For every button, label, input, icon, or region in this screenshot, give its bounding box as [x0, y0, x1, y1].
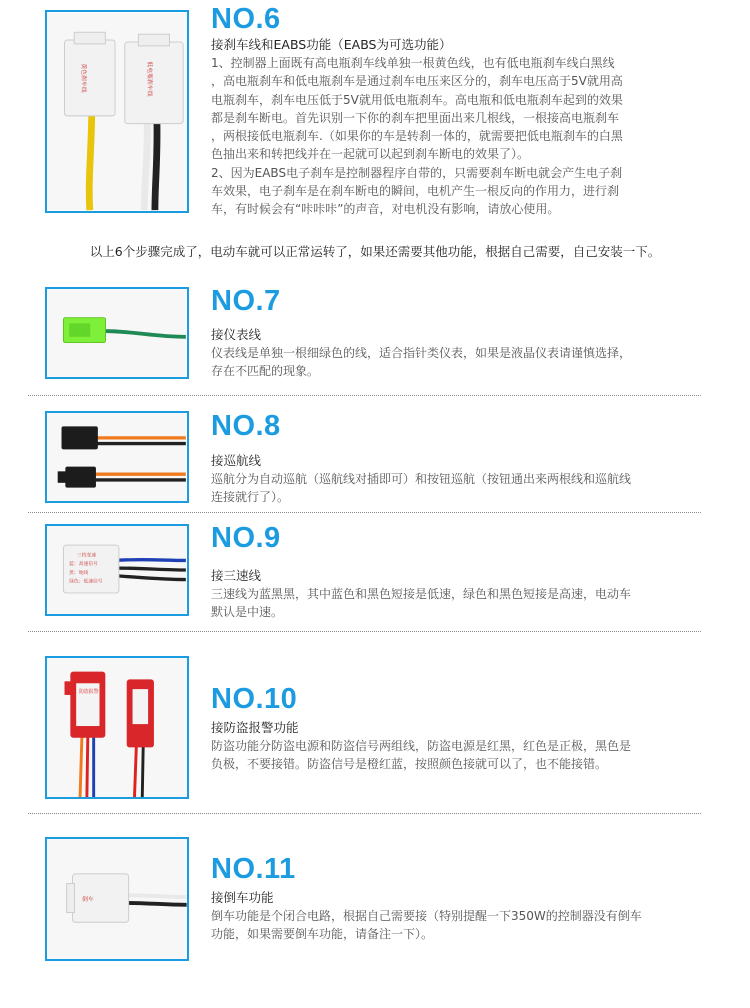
text-line: ，两根接低电瓶刹车.（如果你的车是转刹一体的，就需要把低电瓶刹车的白黑 — [211, 129, 623, 144]
text-line: 防盗功能分防盗电源和防盗信号两组线，防盗电源是红黑，红色是正极，黑色是 — [211, 739, 632, 753]
photo-three-speed-wires — [45, 524, 189, 616]
divider — [28, 395, 701, 396]
summary-text: 以上6个步骤完成了，电动车就可以正常运转了，如果还需要其他功能，根据自己需要，自己安装一下。 — [89, 244, 661, 259]
photo-cruise-wires — [45, 411, 189, 503]
step-title: 接三速线 — [211, 568, 262, 583]
connector-label: 黑：地线 — [69, 570, 89, 576]
step-number: NO.10 — [211, 683, 298, 715]
text-line: 1、控制器上面既有高电瓶刹车线单独一根黄色线，也有低电瓶刹车线白黑线 — [211, 56, 615, 70]
connector-label: 防盗报警 — [79, 688, 99, 695]
connector-label: 低电瓶刹车线 — [146, 61, 153, 97]
text-line: 存在不匹配的现象。 — [211, 364, 320, 379]
photo-meter-wire — [45, 287, 189, 379]
divider — [28, 512, 701, 513]
text-line: 巡航分为自动巡航（巡航线对插即可）和按钮巡航（按钮通出来两根线和巡航线 — [211, 472, 632, 486]
step-description — [211, 54, 623, 219]
text-line: 倒车功能是个闭合电路，根据自己需要接（特别提醒一下350W的控制器没有倒车 — [211, 909, 642, 923]
text-line: 电瓶刹车，刹车电压低于5V就用低电瓶刹车。高电瓶和低电瓶刹车起到的效果 — [211, 92, 623, 107]
connector-label: 黄色刹车线 — [80, 63, 86, 93]
text-line: 默认是中速。 — [211, 605, 284, 620]
step-number: NO.11 — [211, 853, 296, 885]
connector-label: 三档变速 — [76, 553, 96, 559]
divider — [28, 813, 701, 814]
step-title: 接仪表线 — [211, 327, 262, 342]
connector-label: 蓝：高速信号 — [69, 562, 98, 568]
divider — [28, 631, 701, 632]
step-title: 接巡航线 — [211, 453, 262, 468]
step-number: NO.8 — [211, 410, 281, 442]
text-line: 色抽出来和转把线并在一起就可以起到刹车断电的效果了）。 — [211, 147, 530, 162]
step-title: 接防盗报警功能 — [211, 720, 299, 735]
text-line: 负极，不要接错。防盗信号是橙红蓝，按照颜色接就可以了，也不能接错。 — [211, 757, 608, 772]
connector-label: 绿色：低速信号 — [69, 579, 103, 585]
step-description — [211, 907, 642, 944]
photo-reverse-wires — [45, 837, 189, 961]
text-line: 车，有时候会有“咔咔咔”的声音，对电机没有影响，请放心使用。 — [211, 202, 560, 217]
text-line: 连接就行了）。 — [211, 490, 290, 505]
text-line: 都是刹车断电。首先识别一下你的刹车把里面出来几根线，一根接高电瓶刹车 — [211, 110, 620, 125]
text-line: 三速线为蓝黑黑，其中蓝色和黑色短接是低速，绿色和黑色短接是高速，电动车 — [211, 587, 632, 601]
step-description — [211, 470, 631, 507]
step-number: NO.9 — [211, 522, 281, 554]
text-line: 仪表线是单独一根细绿色的线，适合指针类仪表，如果是液晶仪表请谨慎选择， — [211, 346, 632, 360]
step-number: NO.7 — [211, 285, 281, 317]
step-number: NO.6 — [211, 3, 281, 35]
text-line: ，高电瓶刹车和低电瓶刹车是通过刹车电压来区分的，刹车电压高于5V就用高 — [211, 74, 623, 89]
step-title: 接倒车功能 — [211, 890, 274, 905]
text-line: 2、因为EABS电子刹车是控制器程序自带的，只需要刹车断电就会产生电子刹 — [211, 165, 623, 180]
connector-label: 倒车 — [82, 896, 94, 903]
step-title: 接刹车线和EABS功能（EABS为可选功能） — [211, 37, 452, 52]
photo-anti-theft-wires — [45, 656, 189, 799]
step-description — [211, 585, 631, 622]
step-description — [211, 737, 631, 774]
step-description — [211, 344, 631, 381]
text-line: 功能，如果需要倒车功能，请备注一下）。 — [211, 927, 434, 942]
photo-brake-wires — [45, 10, 189, 213]
text-line: 车效果，电子刹车是在刹车断电的瞬间，电机产生一根反向的作用力，进行刹 — [211, 184, 620, 199]
